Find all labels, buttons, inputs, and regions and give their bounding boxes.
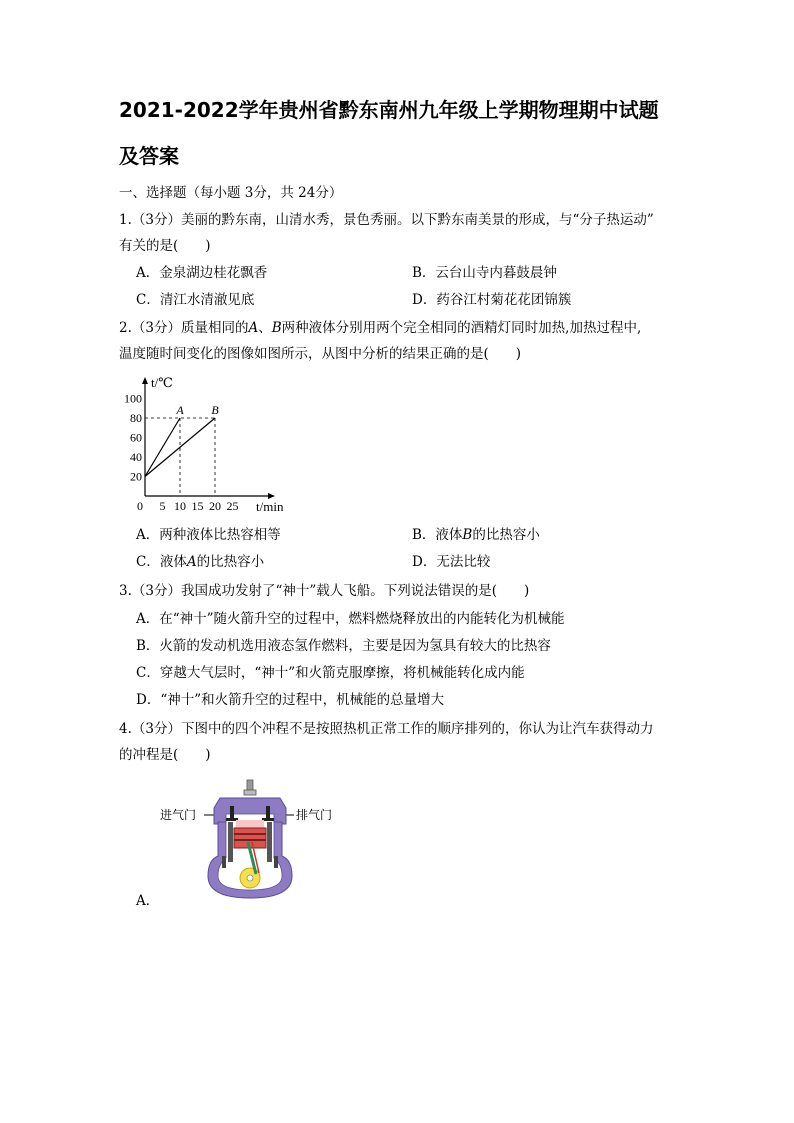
question-1-option-a: A．金泉湖边桂花飘香 — [136, 265, 268, 281]
question-3-stem: 3.（3分）我国成功发射了“神十”载人飞船。下列说法错误的是( ) — [119, 583, 530, 599]
section-heading: 一、选择题（每小题 3分，共 24分） — [119, 185, 343, 201]
document-title-line-1: 2021-2022学年贵州省黔东南州九年级上学期物理期中试题 — [119, 98, 659, 122]
engine-stroke-diagram — [160, 778, 340, 900]
intake-valve-label: 进气门 — [160, 808, 197, 822]
question-2-stem-line-2: 温度随时间变化的图像如图所示，从图中分析的结果正确的是( ) — [119, 346, 522, 362]
question-3-option-a: A．在“神十”随火箭升空的过程中，燃料燃烧释放出的内能转化为机械能 — [136, 611, 565, 627]
series-label-A: A — [176, 403, 184, 417]
y-axis-arrow — [142, 377, 148, 384]
question-4-stem-line-2: 的冲程是( ) — [119, 747, 211, 763]
x-tick-label: 15 — [191, 499, 204, 513]
question-3-option-c: C．穿越大气层时，“神十”和火箭克服摩擦，将机械能转化成内能 — [136, 665, 525, 681]
question-4-option-a: A． — [136, 893, 160, 909]
document-title-line-2: 及答案 — [119, 144, 179, 168]
y-tick-label: 20 — [130, 469, 142, 484]
engine-cylinder-graphic — [160, 778, 340, 900]
x-tick-label: 5 — [159, 499, 166, 513]
question-1-option-c: C．清江水清澈见底 — [136, 292, 255, 308]
y-tick-label: 80 — [130, 411, 142, 425]
series-label-B: B — [211, 403, 219, 417]
question-2-option-d: D．无法比较 — [412, 554, 491, 570]
origin-label: 0 — [137, 499, 143, 513]
y-axis-label: t/℃ — [151, 375, 173, 390]
y-tick-label: 100 — [124, 391, 142, 406]
exhaust-valve-label: 排气门 — [296, 808, 333, 822]
question-1-option-d: D．药谷江村菊花花团锦簇 — [412, 292, 572, 308]
question-1-option-b: B．云台山寺内暮鼓晨钟 — [412, 265, 557, 281]
question-4-stem-line-1: 4.（3分）下图中的四个冲程不是按照热机正常工作的顺序排列的，你认为让汽车获得动力 — [119, 721, 654, 737]
y-tick-label: 60 — [130, 430, 142, 445]
series-line-A — [145, 418, 180, 477]
x-axis-label: t/min — [256, 499, 284, 514]
question-3-option-b: B．火箭的发动机选用液态氢作燃料，主要是因为氢具有较大的比热容 — [136, 638, 551, 654]
question-2-option-a: A．两种液体比热容相等 — [136, 527, 281, 543]
x-tick-label: 25 — [226, 499, 239, 513]
y-tick-label: 40 — [130, 450, 142, 464]
question-3-option-d: D．“神十”和火箭升空的过程中，机械能的总量增大 — [136, 692, 445, 708]
question-2-stem-line-1: 2.（3分）质量相同的A、B两种液体分别用两个完全相同的酒精灯同时加热,加热过程中, — [119, 320, 642, 336]
x-tick-label: 10 — [174, 499, 186, 513]
question-1-stem-line-2: 有关的是( ) — [119, 238, 211, 254]
x-tick-label: 20 — [209, 499, 221, 513]
temperature-time-chart — [110, 370, 300, 520]
question-1-stem-line-1: 1.（3分）美丽的黔东南，山清水秀，景色秀丽。以下黔东南美景的形成，与“分子热运动” — [119, 212, 654, 228]
question-2-option-c: C．液体A的比热容小 — [136, 554, 265, 570]
question-2-option-b: B．液体B的比热容小 — [412, 527, 540, 543]
